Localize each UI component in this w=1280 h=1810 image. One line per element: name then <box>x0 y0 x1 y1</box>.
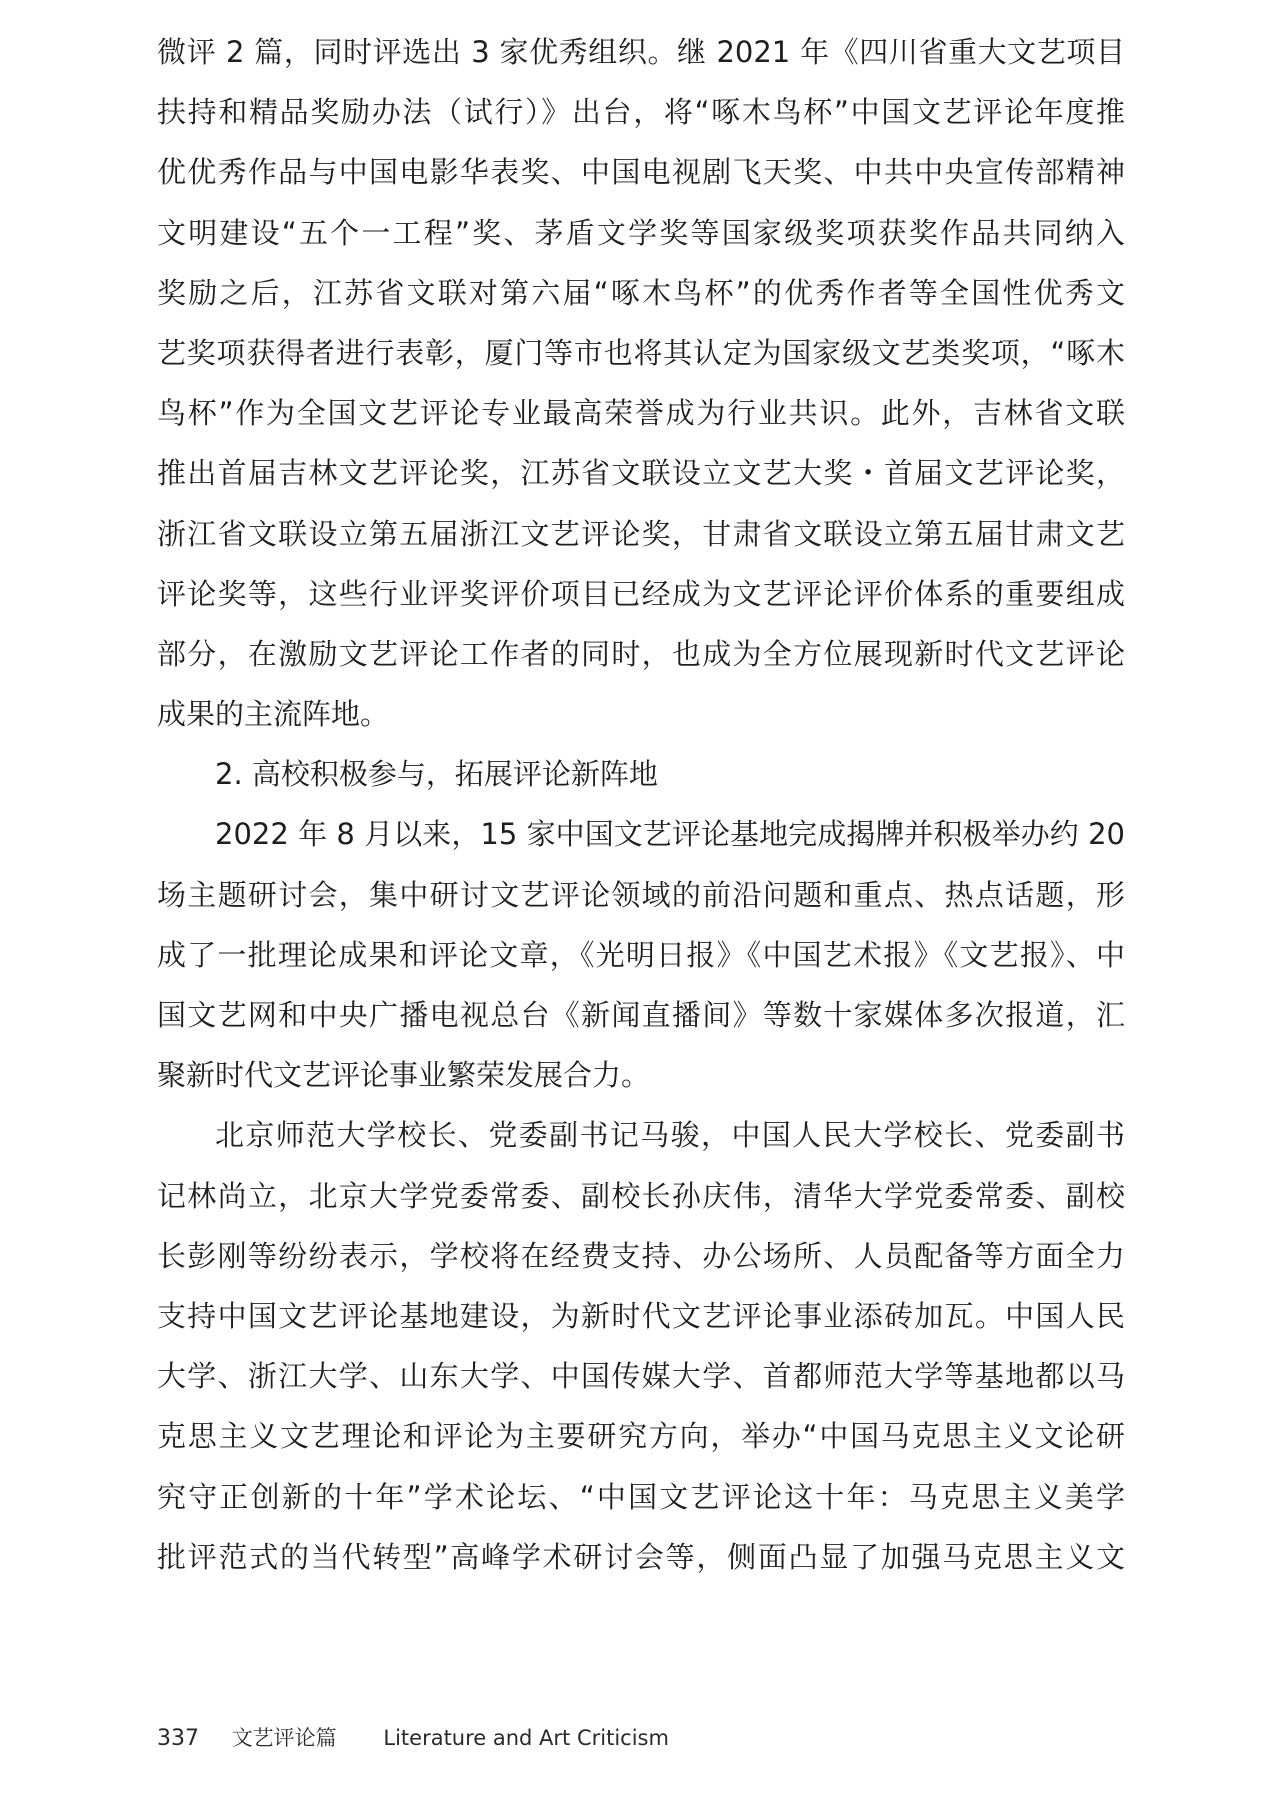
text-line: 大学、浙江大学、山东大学、中国传媒大学、首都师范大学等基地都以马 <box>157 1359 1125 1394</box>
text-line: 长彭刚等纷纷表示，学校将在经费支持、办公场所、人员配备等方面全力 <box>157 1238 1125 1273</box>
text-line: 北京师范大学校长、党委副书记马骏，中国人民大学校长、党委副书 <box>215 1118 1125 1153</box>
text-line: 浙江省文联设立第五届浙江文艺评论奖，甘肃省文联设立第五届甘肃文艺 <box>157 516 1125 551</box>
text-line: 批评范式的当代转型”高峰学术研讨会等，侧面凸显了加强马克思主义文 <box>157 1539 1125 1574</box>
text-line: 评论奖等，这些行业评奖评价项目已经成为文艺评论评价体系的重要组成 <box>157 576 1125 611</box>
section-heading: 2. 高校积极参与，拓展评论新阵地 <box>215 757 658 792</box>
text-line: 2022 年 8 月以来，15 家中国文艺评论基地完成揭牌并积极举办约 20 <box>215 817 1125 852</box>
text-line: 聚新时代文艺评论事业繁荣发展合力。 <box>157 1058 651 1093</box>
text-line: 鸟杯”作为全国文艺评论专业最高荣誉成为行业共识。此外，吉林省文联 <box>157 396 1125 431</box>
body-text <box>157 22 1125 1587</box>
text-line: 克思主义文艺理论和评论为主要研究方向，举办“中国马克思主义文论研 <box>157 1419 1125 1454</box>
section-title-cn: 文艺评论篇 <box>231 1726 337 1750</box>
text-line: 优优秀作品与中国电影华表奖、中国电视剧飞天奖、中共中央宣传部精神 <box>157 155 1125 190</box>
text-line: 究守正创新的十年”学术论坛、“中国文艺评论这十年：马克思主义美学 <box>157 1479 1125 1514</box>
text-line: 艺奖项获得者进行表彰，厦门等市也将其认定为国家级文艺类奖项，“啄木 <box>157 335 1125 370</box>
text-line: 奖励之后，江苏省文联对第六届“啄木鸟杯”的优秀作者等全国性优秀文 <box>157 275 1125 310</box>
text-line: 微评 2 篇，同时评选出 3 家优秀组织。继 2021 年《四川省重大文艺项目 <box>157 35 1125 69</box>
text-line: 部分，在激励文艺评论工作者的同时，也成为全方位展现新时代文艺评论 <box>157 636 1125 671</box>
text-line: 场主题研讨会，集中研讨文艺评论领域的前沿问题和重点、热点话题，形 <box>157 877 1125 912</box>
text-line: 成了一批理论成果和评论文章，《光明日报》《中国艺术报》《文艺报》、中 <box>157 937 1125 972</box>
page-footer <box>157 1718 669 1758</box>
text-line: 文明建设“五个一工程”奖、茅盾文学奖等国家级奖项获奖作品共同纳入 <box>157 215 1125 250</box>
text-line: 国文艺网和中央广播电视总台《新闻直播间》等数十家媒体多次报道，汇 <box>157 998 1125 1032</box>
text-line: 推出首届吉林文艺评论奖，江苏省文联设立文艺大奖・首届文艺评论奖， <box>157 456 1125 491</box>
text-line: 扶持和精品奖励办法（试行）》出台，将“啄木鸟杯”中国文艺评论年度推 <box>157 95 1125 130</box>
text-line: 记林尚立，北京大学党委常委、副校长孙庆伟，清华大学党委常委、副校 <box>157 1178 1125 1213</box>
page-number: 337 <box>157 1726 199 1751</box>
text-line: 成果的主流阵地。 <box>157 697 390 732</box>
section-title-en: Literature and Art Criticism <box>383 1726 669 1750</box>
text-line: 支持中国文艺评论基地建设，为新时代文艺评论事业添砖加瓦。中国人民 <box>157 1298 1125 1333</box>
